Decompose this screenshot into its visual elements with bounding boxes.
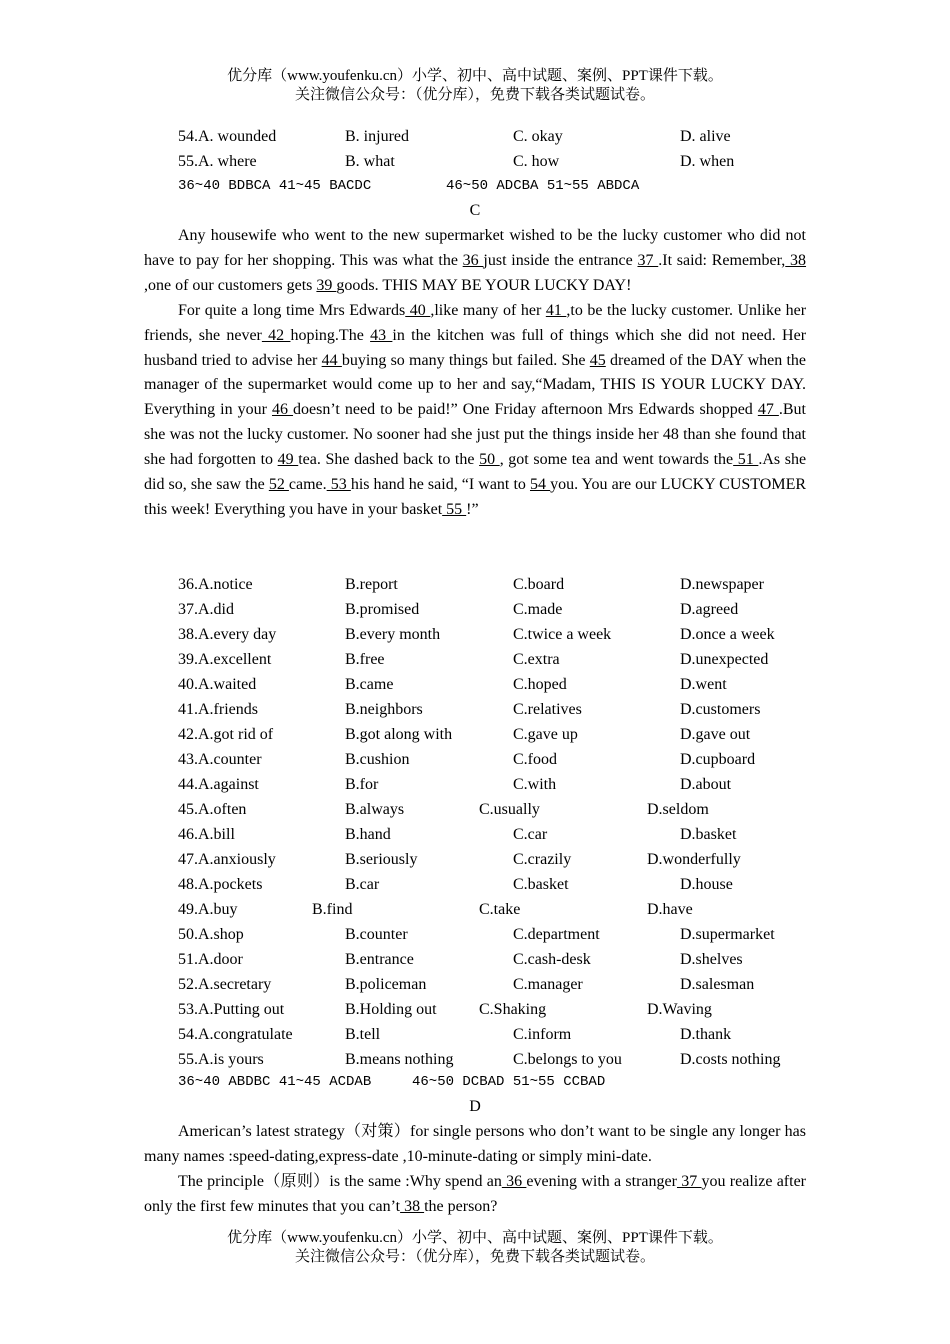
option-d: D. when bbox=[680, 153, 735, 170]
blank-36: 36 bbox=[501, 1172, 527, 1190]
header-line-1: 优分库（www.youfenku.cn）小学、初中、高中试题、案例、PPT课件下载。 bbox=[227, 68, 723, 84]
option-d: D.about bbox=[680, 776, 732, 793]
page-header bbox=[0, 67, 950, 105]
blank-54: 54 bbox=[529, 476, 551, 494]
option-a: 39.A.excellent bbox=[178, 651, 272, 668]
blank-39: 39 bbox=[316, 276, 337, 294]
option-c: C.gave up bbox=[513, 726, 578, 743]
option-d: D. alive bbox=[680, 128, 731, 145]
option-a: 52.A.secretary bbox=[178, 976, 272, 993]
option-d: D.gave out bbox=[680, 726, 751, 743]
option-b: B. injured bbox=[345, 128, 409, 145]
option-a: 42.A.got rid of bbox=[178, 726, 274, 743]
paragraph: The principle（原则）is the same :Why spend an 36 evening with a stranger 37 you realize after only the first few minutes that you can’t 38 the person? bbox=[144, 1172, 807, 1215]
option-a: 54.A. wounded bbox=[178, 128, 277, 145]
option-b: B.promised bbox=[345, 601, 420, 618]
option-d: D.supermarket bbox=[680, 926, 775, 943]
option-a: 55.A. where bbox=[178, 153, 257, 170]
option-d: D.salesman bbox=[680, 976, 755, 993]
blank-45: 45 bbox=[589, 351, 606, 369]
blank-38: 38 bbox=[785, 251, 807, 269]
option-c: C.cash-desk bbox=[513, 951, 591, 968]
option-d: D.costs nothing bbox=[680, 1051, 781, 1068]
option-c: C. okay bbox=[513, 128, 563, 145]
answer-key-part-1: 36~40 ABDBC 41~45 ACDAB bbox=[178, 1074, 372, 1090]
option-c: C.Shaking bbox=[479, 1001, 547, 1018]
option-d: D.unexpected bbox=[680, 651, 769, 668]
option-d: D.once a week bbox=[680, 626, 775, 643]
option-d: D.seldom bbox=[647, 801, 709, 818]
option-b: B.every month bbox=[345, 626, 441, 643]
blank-38: 38 bbox=[400, 1197, 425, 1215]
blank-46: 46 bbox=[271, 401, 294, 419]
option-d: D.wonderfully bbox=[647, 851, 741, 868]
option-b: B.Holding out bbox=[345, 1001, 437, 1018]
blank-37: 37 bbox=[637, 251, 659, 269]
option-d: D.cupboard bbox=[680, 751, 756, 768]
blank-49: 49 bbox=[277, 451, 299, 469]
option-d: D.went bbox=[680, 676, 727, 693]
option-d: D.agreed bbox=[680, 601, 739, 618]
option-c: C. how bbox=[513, 153, 560, 170]
blank-40: 40 bbox=[405, 301, 431, 319]
option-b: B.hand bbox=[345, 826, 391, 843]
section-label: D bbox=[469, 1098, 481, 1115]
section-label: C bbox=[469, 202, 481, 219]
option-d: D.house bbox=[680, 876, 733, 893]
answer-key-part-2: 46~50 ADCBA 51~55 ABDCA bbox=[446, 178, 640, 194]
blank-42: 42 bbox=[261, 326, 291, 344]
option-c: C.crazily bbox=[513, 851, 572, 868]
option-c: C.usually bbox=[479, 801, 540, 818]
option-c: C.department bbox=[513, 926, 600, 943]
footer-line-1: 优分库（www.youfenku.cn）小学、初中、高中试题、案例、PPT课件下载。 bbox=[227, 1230, 723, 1246]
option-a: 51.A.door bbox=[178, 951, 243, 968]
option-b: B.seriously bbox=[345, 851, 418, 868]
option-c: C.basket bbox=[513, 876, 569, 893]
option-a: 50.A.shop bbox=[178, 926, 244, 943]
option-a: 44.A.against bbox=[178, 776, 259, 793]
option-d: D.thank bbox=[680, 1026, 732, 1043]
option-b: B. what bbox=[345, 153, 395, 170]
blank-48: 48 bbox=[662, 426, 684, 444]
blank-47: 47 bbox=[757, 401, 779, 419]
option-d: D.shelves bbox=[680, 951, 743, 968]
option-d: D.customers bbox=[680, 701, 761, 718]
option-c: C.take bbox=[479, 901, 521, 918]
blank-50: 50 bbox=[479, 451, 500, 469]
option-c: C.relatives bbox=[513, 701, 582, 718]
option-b: B.came bbox=[345, 676, 394, 693]
option-b: B.report bbox=[345, 576, 398, 593]
option-c: C.belongs to you bbox=[513, 1051, 622, 1068]
blank-52: 52 bbox=[268, 476, 289, 494]
option-a: 47.A.anxiously bbox=[178, 851, 276, 868]
option-b: B.neighbors bbox=[345, 701, 423, 718]
option-b: B.free bbox=[345, 651, 385, 668]
option-a: 38.A.every day bbox=[178, 626, 277, 643]
option-d: D.have bbox=[647, 901, 693, 918]
option-c: C.with bbox=[513, 776, 557, 793]
option-b: B.got along with bbox=[345, 726, 453, 743]
blank-43: 43 bbox=[370, 326, 393, 344]
paragraph: American’s latest strategy（对策）for single persons who don’t want to be single any longer has many names :speed-dating,express-date ,10-minute-dating or simply mini-date. bbox=[144, 1123, 806, 1165]
answer-key bbox=[178, 1074, 606, 1090]
blank-37: 37 bbox=[676, 1172, 702, 1190]
option-a: 37.A.did bbox=[178, 601, 234, 618]
option-a: 48.A.pockets bbox=[178, 876, 263, 893]
option-a: 40.A.waited bbox=[178, 676, 257, 693]
option-a: 46.A.bill bbox=[178, 826, 235, 843]
blank-41: 41 bbox=[545, 301, 567, 319]
option-a: 43.A.counter bbox=[178, 751, 262, 768]
option-a: 53.A.Putting out bbox=[178, 1001, 285, 1018]
option-d: D.basket bbox=[680, 826, 737, 843]
header-line-2: 关注微信公众号：（优分库），免费下载各类试题试卷。 bbox=[294, 87, 655, 103]
blank-53: 53 bbox=[326, 476, 351, 494]
option-c: C.car bbox=[513, 826, 548, 843]
answer-key-part-1: 36~40 BDBCA 41~45 BACDC bbox=[178, 178, 372, 194]
option-b: B.means nothing bbox=[345, 1051, 454, 1068]
option-c: C.made bbox=[513, 601, 563, 618]
page-footer bbox=[0, 1229, 950, 1267]
paragraph: Any housewife who went to the new supermarket wished to be the lucky customer who did not have to pay for her shopping. This was what the 36 just inside the entrance 37 .It said: Remember, 38 ,one of our customers gets 39 goods. THIS MAY BE YOUR LUCKY DAY! bbox=[144, 227, 807, 294]
option-a: 41.A.friends bbox=[178, 701, 258, 718]
option-c: C.twice a week bbox=[513, 626, 612, 643]
option-b: B.car bbox=[345, 876, 380, 893]
option-a: 45.A.often bbox=[178, 801, 247, 818]
passage-c bbox=[144, 224, 806, 523]
option-a: 49.A.buy bbox=[178, 901, 238, 918]
blank-44: 44 bbox=[321, 351, 342, 369]
option-b: B.tell bbox=[345, 1026, 381, 1043]
option-b: B.cushion bbox=[345, 751, 410, 768]
blank-51: 51 bbox=[733, 451, 759, 469]
option-a: 55.A.is yours bbox=[178, 1051, 264, 1068]
option-c: C.food bbox=[513, 751, 557, 768]
paragraph: For quite a long time Mrs Edwards 40 ,like many of her 41 ,to be the lucky customer. Unlike her friends, she never 42 hoping.The 43 in the kitchen was full of things which she did not need. Her husband tried to advise her 44 buying so many things but failed. She 45 dreamed of the DAY when the manager of the supermarket would come up to her and say,“Madam, THIS IS YOUR LUCKY DAY. Everything in your 46 doesn’t need to be paid!” One Friday afternoon Mrs Edwards shopped 47 .But she was not the lucky customer. No sooner had she just put the things inside her 48 than she found that she had forgotten to 49 tea. She dashed back to the 50 , got some tea and went towards the 51 .As she did so, she saw the 52 came. 53 his hand he said, “I want to 54 you. You are our LUCKY CUSTOMER this week! Everything you have in your basket 55 !” bbox=[144, 301, 807, 518]
option-b: B.find bbox=[312, 901, 353, 918]
passage-d bbox=[144, 1120, 806, 1220]
option-b: B.policeman bbox=[345, 976, 427, 993]
option-d: D.Waving bbox=[647, 1001, 712, 1018]
option-d: D.newspaper bbox=[680, 576, 764, 593]
option-c: C.board bbox=[513, 576, 565, 593]
option-c: C.extra bbox=[513, 651, 560, 668]
option-b: B.counter bbox=[345, 926, 408, 943]
answer-key bbox=[178, 178, 640, 194]
option-a: 54.A.congratulate bbox=[178, 1026, 293, 1043]
option-c: C.hoped bbox=[513, 676, 567, 693]
footer-line-2: 关注微信公众号：（优分库），免费下载各类试题试卷。 bbox=[294, 1249, 655, 1265]
blank-55: 55 bbox=[442, 500, 467, 518]
option-a: 36.A.notice bbox=[178, 576, 253, 593]
option-c: C.inform bbox=[513, 1026, 572, 1043]
blank-36: 36 bbox=[462, 251, 484, 269]
option-b: B.always bbox=[345, 801, 405, 818]
answer-key-part-2: 46~50 DCBAD 51~55 CCBAD bbox=[412, 1074, 606, 1090]
option-c: C.manager bbox=[513, 976, 583, 993]
option-b: B.for bbox=[345, 776, 379, 793]
option-b: B.entrance bbox=[345, 951, 414, 968]
